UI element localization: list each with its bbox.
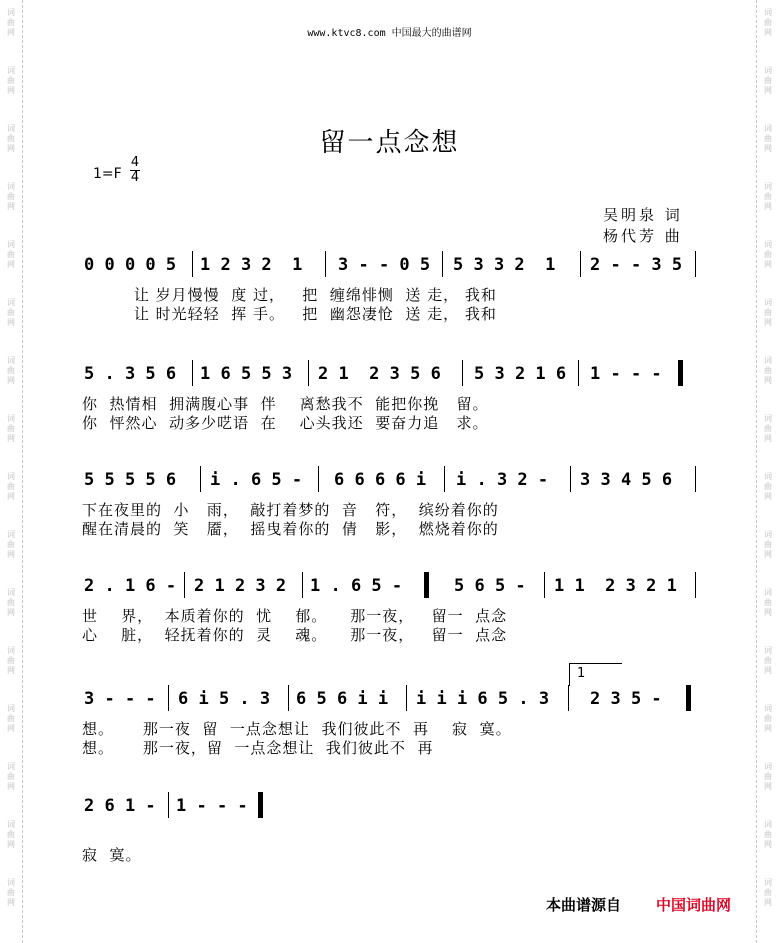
measure: 5 3 3 2 1	[453, 255, 556, 275]
watermark-glyph: 词	[764, 182, 772, 191]
measure: 5 6 5 -	[454, 576, 526, 596]
watermark-glyph-group	[757, 414, 779, 444]
barline	[568, 685, 569, 711]
watermark-glyph: 词	[7, 124, 15, 133]
watermark-glyph-group	[0, 66, 22, 96]
watermark-glyph: 曲	[764, 888, 772, 897]
source-brand-link[interactable]: 中国词曲网	[656, 896, 732, 914]
watermark-glyph: 词	[764, 8, 772, 17]
watermark-glyph-group	[757, 762, 779, 792]
watermark-glyph: 曲	[764, 308, 772, 317]
watermark-glyph: 曲	[764, 134, 772, 143]
watermark-glyph: 词	[7, 704, 15, 713]
barline	[192, 251, 193, 277]
measure: i i i 6 5 . 3	[416, 689, 550, 709]
notation-line	[82, 689, 702, 715]
watermark-glyph: 网	[764, 28, 772, 37]
watermark-glyph-group	[0, 356, 22, 386]
watermark-glyph: 网	[7, 782, 15, 791]
watermark-glyph: 词	[7, 8, 15, 17]
meter-bottom: 4	[130, 170, 140, 185]
lyric-verse-1: 让 岁月慢慢 度 过， 把 缠绵悱恻 送 走， 我和	[82, 286, 497, 304]
barline	[184, 572, 185, 598]
lyric-verse-1: 你 热情相 拥满腹心事 伴 离愁我不 能把你挽 留。	[82, 395, 489, 413]
barline	[168, 792, 169, 818]
watermark-glyph-group	[0, 820, 22, 850]
watermark-glyph: 网	[7, 608, 15, 617]
watermark-glyph-group	[757, 182, 779, 212]
watermark-glyph: 网	[7, 434, 15, 443]
watermark-glyph: 网	[764, 898, 772, 907]
measure: 5 3 2 1 6	[474, 364, 567, 384]
watermark-glyph: 网	[7, 318, 15, 327]
watermark-glyph: 词	[764, 472, 772, 481]
watermark-glyph: 网	[764, 434, 772, 443]
final-barline	[258, 792, 263, 818]
measure: i . 3 2 -	[456, 470, 549, 490]
lyric-verse-2: 你 怦然心 动多少呓语 在 心头我还 要奋力追 求。	[82, 414, 489, 432]
barline	[288, 685, 289, 711]
barline	[578, 360, 579, 386]
watermark-glyph: 网	[764, 492, 772, 501]
measure: 1 . 6 5 -	[310, 576, 403, 596]
watermark-glyph-group	[0, 298, 22, 328]
watermark-glyph-group	[0, 878, 22, 908]
measure: i . 6 5 -	[210, 470, 303, 490]
watermark-glyph: 曲	[764, 18, 772, 27]
measure: 2 3 5 -	[590, 689, 662, 709]
measure: 5 5 5 5 6	[84, 470, 177, 490]
lyric-verse-2: 心 脏， 轻抚着你的 灵 魂。 那一夜， 留一 点念	[82, 626, 508, 644]
watermark-glyph: 网	[7, 202, 15, 211]
watermark-glyph: 词	[7, 646, 15, 655]
watermark-glyph: 曲	[7, 18, 15, 27]
watermark-glyph: 曲	[7, 540, 15, 549]
barline	[308, 360, 309, 386]
watermark-glyph: 曲	[7, 888, 15, 897]
watermark-glyph: 词	[7, 240, 15, 249]
watermark-glyph: 曲	[764, 482, 772, 491]
measure: 6 5 6 i i	[296, 689, 389, 709]
watermark-glyph: 词	[7, 414, 15, 423]
song-title: 留一点念想	[319, 128, 460, 158]
barline	[544, 572, 545, 598]
watermark-glyph-group	[757, 240, 779, 270]
barline	[325, 251, 326, 277]
watermark-glyph-group	[757, 588, 779, 618]
watermark-glyph: 网	[7, 376, 15, 385]
watermark-glyph: 曲	[7, 134, 15, 143]
composer-credit: 杨代芳 曲	[603, 227, 683, 245]
score-system-5	[82, 689, 702, 756]
barline	[302, 572, 303, 598]
notation-line	[82, 470, 702, 496]
watermark-glyph: 曲	[764, 772, 772, 781]
watermark-glyph: 曲	[7, 76, 15, 85]
watermark-glyph: 网	[7, 666, 15, 675]
watermark-glyph: 网	[7, 898, 15, 907]
watermark-glyph-group	[0, 646, 22, 676]
watermark-glyph: 词	[764, 298, 772, 307]
watermark-glyph-group	[757, 704, 779, 734]
watermark-glyph: 网	[7, 144, 15, 153]
measure: 2 1 2 3 2	[194, 576, 287, 596]
watermark-glyph: 曲	[7, 424, 15, 433]
watermark-glyph-group	[757, 878, 779, 908]
measure: 2 . 1 6 -	[84, 576, 177, 596]
watermark-glyph: 网	[764, 202, 772, 211]
score-system-3	[82, 470, 702, 537]
barline	[695, 466, 696, 492]
watermark-glyph-group	[0, 588, 22, 618]
watermark-glyph: 曲	[7, 308, 15, 317]
measure: 1 - - -	[590, 364, 662, 384]
watermark-glyph: 词	[764, 124, 772, 133]
score-system-2	[82, 364, 702, 431]
watermark-glyph: 曲	[7, 772, 15, 781]
score-system-1	[82, 255, 702, 322]
watermark-glyph-group	[0, 414, 22, 444]
barline	[318, 466, 319, 492]
watermark-glyph: 词	[7, 356, 15, 365]
barline	[570, 466, 571, 492]
watermark-glyph: 曲	[7, 192, 15, 201]
key-signature: 1=F	[93, 166, 122, 182]
measure: 3 - - -	[84, 689, 156, 709]
repeat-start-barline	[678, 360, 683, 386]
watermark-glyph: 曲	[764, 366, 772, 375]
barline	[462, 360, 463, 386]
watermark-glyph: 网	[764, 144, 772, 153]
measure: 1 - - -	[176, 796, 248, 816]
watermark-glyph-group	[0, 240, 22, 270]
watermark-glyph: 曲	[764, 250, 772, 259]
lyric-verse-2: 醒在清晨的 笑 靥， 摇曳着你的 倩 影， 燃烧着你的	[82, 520, 499, 538]
watermark-glyph: 词	[7, 66, 15, 75]
watermark-glyph: 曲	[764, 540, 772, 549]
watermark-glyph: 曲	[764, 714, 772, 723]
watermark-glyph: 词	[7, 298, 15, 307]
watermark-glyph: 曲	[7, 714, 15, 723]
watermark-glyph: 词	[7, 762, 15, 771]
watermark-glyph: 网	[7, 86, 15, 95]
lyric-verse-1: 想。 那一夜 留 一点念想让 我们彼此不 再 寂 寞。	[82, 720, 512, 738]
watermark-glyph-group	[0, 762, 22, 792]
watermark-glyph: 词	[764, 356, 772, 365]
barline	[580, 251, 581, 277]
watermark-glyph: 曲	[7, 250, 15, 259]
barline	[695, 572, 696, 598]
watermark-glyph: 词	[764, 820, 772, 829]
watermark-glyph-group	[757, 820, 779, 850]
measure: 6 6 6 6 i	[334, 470, 427, 490]
watermark-glyph: 词	[764, 704, 772, 713]
watermark-glyph: 网	[7, 550, 15, 559]
watermark-glyph: 曲	[7, 366, 15, 375]
meter-top: 4	[130, 155, 140, 170]
watermark-glyph: 网	[764, 840, 772, 849]
watermark-glyph: 曲	[764, 192, 772, 201]
watermark-glyph: 词	[764, 66, 772, 75]
lyric-verse-2: 让 时光轻轻 挥 手。 把 幽怨凄怆 送 走， 我和	[82, 305, 497, 323]
watermark-glyph: 曲	[7, 656, 15, 665]
watermark-glyph: 网	[764, 666, 772, 675]
barline	[695, 251, 696, 277]
measure: 2 6 1 -	[84, 796, 156, 816]
watermark-glyph: 词	[7, 588, 15, 597]
barline	[442, 251, 443, 277]
watermark-glyph: 词	[7, 530, 15, 539]
barline	[168, 685, 169, 711]
watermark-glyph: 曲	[764, 830, 772, 839]
repeat-end-barline	[686, 685, 691, 711]
watermark-glyph: 网	[7, 492, 15, 501]
lyricist-credit: 吴明泉 词	[603, 206, 683, 224]
watermark-glyph: 网	[764, 782, 772, 791]
watermark-glyph-group	[757, 298, 779, 328]
watermark-glyph: 网	[764, 260, 772, 269]
watermark-glyph-group	[0, 704, 22, 734]
notation-line	[82, 255, 702, 281]
watermark-glyph: 曲	[7, 598, 15, 607]
watermark-glyph: 词	[764, 240, 772, 249]
measure: 1 1 2 3 2 1	[554, 576, 677, 596]
notation-line	[82, 364, 702, 390]
watermark-glyph: 网	[764, 724, 772, 733]
watermark-glyph: 曲	[764, 76, 772, 85]
watermark-glyph: 词	[764, 646, 772, 655]
watermark-glyph: 网	[7, 840, 15, 849]
watermark-glyph: 词	[764, 762, 772, 771]
lyric-verse-1: 下在夜里的 小 雨， 敲打着梦的 音 符， 缤纷着你的	[82, 501, 499, 519]
first-ending-number: 1	[577, 666, 586, 681]
watermark-glyph: 网	[764, 86, 772, 95]
watermark-glyph: 词	[7, 820, 15, 829]
watermark-glyph-group	[0, 530, 22, 560]
watermark-glyph: 词	[7, 878, 15, 887]
watermark-glyph: 网	[764, 376, 772, 385]
measure: 0 0 0 0 5	[84, 255, 177, 275]
watermark-glyph: 曲	[7, 482, 15, 491]
notation-line	[82, 576, 702, 602]
source-label: 本曲谱源自	[546, 896, 622, 914]
watermark-glyph: 网	[7, 28, 15, 37]
measure: 3 - - 0 5	[338, 255, 431, 275]
watermark-glyph-group	[757, 646, 779, 676]
score-system-6	[82, 796, 702, 863]
watermark-glyph-group	[757, 472, 779, 502]
watermark-glyph: 曲	[764, 598, 772, 607]
watermark-glyph-group	[0, 182, 22, 212]
watermark-glyph-group	[0, 472, 22, 502]
watermark-glyph: 词	[764, 878, 772, 887]
watermark-glyph: 曲	[764, 656, 772, 665]
measure: 2 1 2 3 5 6	[318, 364, 441, 384]
watermark-glyph-group	[757, 530, 779, 560]
watermark-glyph: 曲	[7, 830, 15, 839]
watermark-glyph: 词	[7, 182, 15, 191]
watermark-glyph-group	[757, 356, 779, 386]
score-system-4	[82, 576, 702, 643]
lyric-verse-2: 想。 那一夜，留 一点念想让 我们彼此不 再	[82, 739, 434, 757]
measure: 2 - - 3 5	[590, 255, 683, 275]
barline	[192, 360, 193, 386]
site-header: www.ktvc8.com 中国最大的曲谱网	[307, 28, 472, 39]
watermark-glyph: 网	[7, 260, 15, 269]
watermark-glyph: 网	[7, 724, 15, 733]
measure: 6 i 5 . 3	[178, 689, 271, 709]
repeat-end-barline	[424, 572, 429, 598]
time-signature	[130, 156, 140, 185]
watermark-glyph: 网	[764, 550, 772, 559]
watermark-glyph: 网	[764, 608, 772, 617]
notation-line	[82, 796, 702, 822]
measure: 5 . 3 5 6	[84, 364, 177, 384]
barline	[444, 466, 445, 492]
watermark-glyph: 曲	[764, 424, 772, 433]
watermark-glyph: 词	[764, 414, 772, 423]
measure: 1 2 3 2 1	[200, 255, 303, 275]
watermark-glyph-group	[757, 66, 779, 96]
barline	[200, 466, 201, 492]
watermark-glyph: 词	[764, 588, 772, 597]
watermark-glyph: 词	[7, 472, 15, 481]
lyric-verse-1: 寂 寞。	[82, 846, 142, 864]
measure: 3 3 4 5 6	[580, 470, 673, 490]
barline	[406, 685, 407, 711]
measure: 1 6 5 5 3	[200, 364, 293, 384]
lyric-verse-1: 世 界， 本质着你的 忧 郁。 那一夜， 留一 点念	[82, 607, 508, 625]
watermark-glyph: 网	[764, 318, 772, 327]
watermark-glyph: 词	[764, 530, 772, 539]
